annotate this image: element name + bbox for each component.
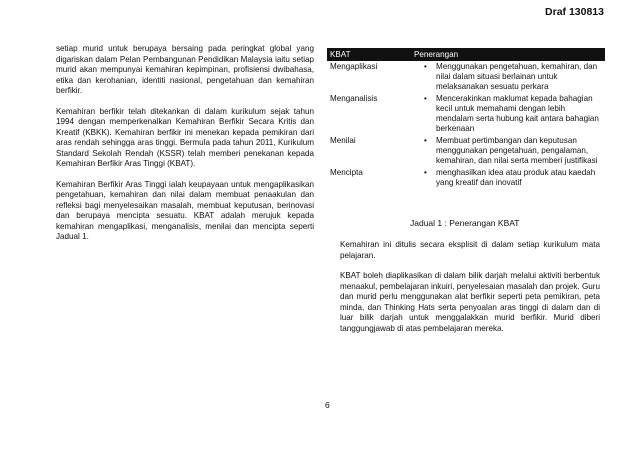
table-row [327, 167, 605, 189]
paragraph: setiap murid untuk berupaya bersaing pada peringkat global yang digariskan dalam Pelan Pembangunan Pendidikan Malaysia iaitu setiap murid akan mempunyai kemahiran kepimpinan, profisiensi dwibahasa, etika dan kerohanian, identiti nasional, pengetahuan dan kemahiran berfikir. [56, 44, 314, 95]
paragraph: Kemahiran Berfikir Aras Tinggi ialah keupayaan untuk mengaplikasikan pengetahuan, kemahiran dan nilai dalam membuat penaakulan dan refleksi bagi menyelesaikan masalah, membuat keputusan, berinovasi dan berupaya mencipta sesuatu. KBAT adalah merujuk kepada kemahiran mengaplikasi, menganalisis, menilai dan mencipta seperti Jadual 1. [56, 179, 314, 241]
term-cell: Menganalisis [330, 94, 378, 103]
term-cell: Menilai [330, 136, 356, 145]
header-kbat: KBAT [327, 48, 411, 61]
desc-cell [411, 93, 605, 135]
paragraph: KBAT boleh diaplikasikan di dalam bilik darjah melalui aktiviti berbentuk menaakul, pembelajaran inkuiri, penyelesaian masalah dan projek. Guru dan murid perlu menggunakan alat berfikir seperti peta pemikiran, peta minda, dan Thinking Hats serta penyoalan aras tinggi di dalam dan di luar bilik darjah untuk menggalakkan murid berfikir. Murid diberi tanggungjawab di atas pembelajaran mereka. [340, 271, 600, 333]
desc-bullet: • Membuat pertimbangan dan keputusan menggunakan pengetahuan, pengalaman, kemahiran, dan nilai serta memberi justifikasi [436, 136, 602, 166]
page-number: 6 [325, 400, 330, 410]
desc-cell [411, 135, 605, 167]
desc-bullet: • Menggunakan pengetahuan, kemahiran, dan nilai dalam situasi berlainan untuk melaksanakan sesuatu perkara [436, 62, 602, 92]
desc-cell [411, 167, 605, 189]
left-column [56, 44, 314, 253]
draft-label: Draf 130813 [545, 6, 604, 18]
desc-bullet: • menghasilkan idea atau produk atau kaedah yang kreatif dan inovatif [436, 168, 602, 188]
table-row [327, 61, 605, 93]
term-cell: Mencipta [330, 168, 363, 177]
header-penerangan: Penerangan [411, 48, 605, 61]
table-header-row [327, 48, 605, 61]
paragraph: Kemahiran ini ditulis secara eksplisit di dalam setiap kurikulum mata pelajaran. [340, 240, 600, 260]
desc-cell [411, 61, 605, 93]
table-row [327, 93, 605, 135]
paragraph: Kemahiran berfikir telah ditekankan di dalam kurikulum sejak tahun 1994 dengan memperkenalkan Kemahiran Berfikir Secara Kritis dan Kreatif (KBKK). Kemahiran berfikir ini menekan kepada pemikiran dari aras rendah sehingga aras tinggi. Bermula pada tahun 2011, Kurikulum Standard Sekolah Rendah (KSSR) telah memberi penekanan kepada Kemahiran Berfikir Aras Tinggi (KBAT). [56, 106, 314, 168]
right-column [340, 240, 600, 344]
term-cell: Mengaplikasi [330, 62, 378, 71]
table-caption: Jadual 1 : Penerangan KBAT [410, 218, 520, 228]
desc-bullet: • Mencerakinkan maklumat kepada bahagian kecil untuk memahami dengan lebih mendalam serta hubung kait antara bahagian berkenaan [436, 94, 602, 134]
kbat-table [327, 48, 605, 189]
table-row [327, 135, 605, 167]
